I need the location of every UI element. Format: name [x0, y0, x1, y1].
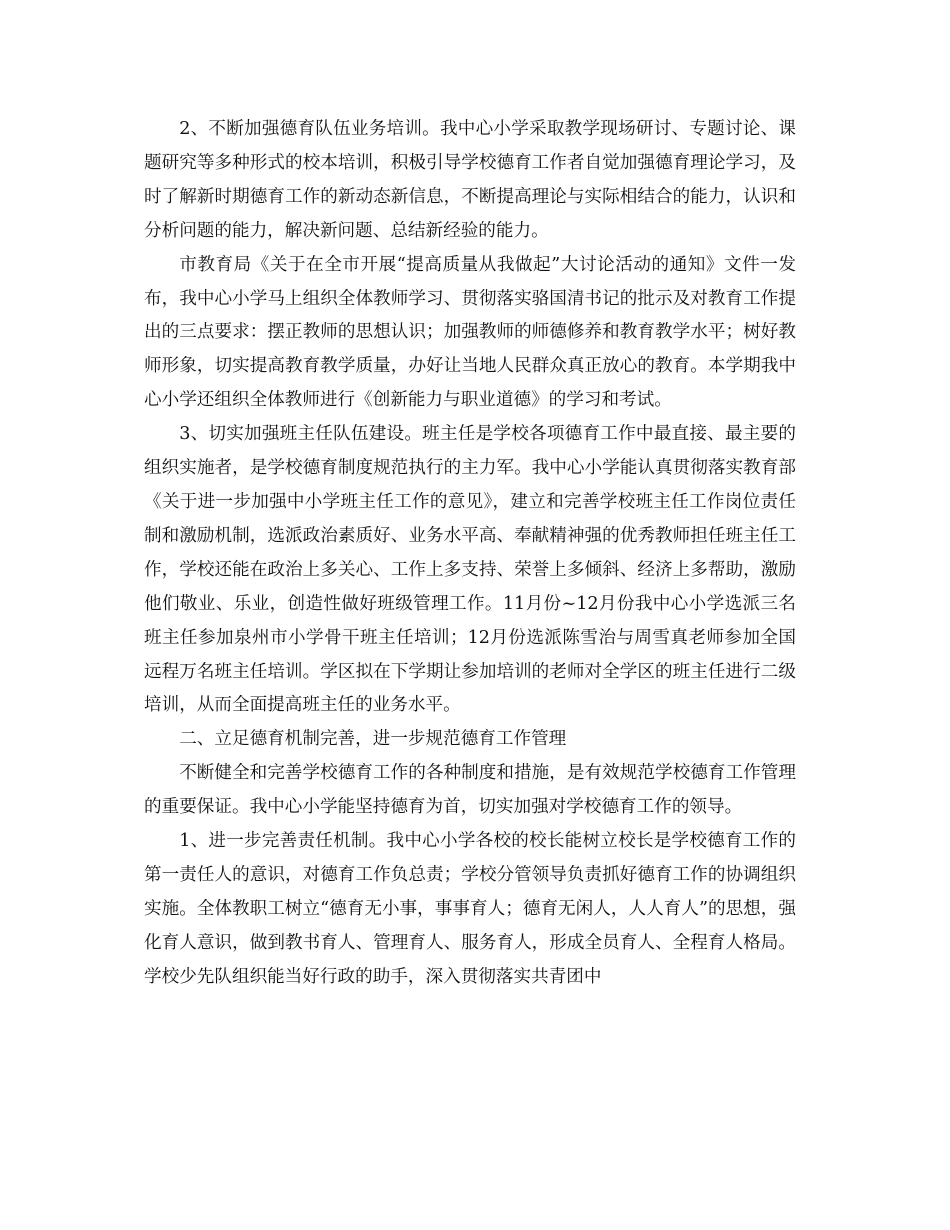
paragraph-education-bureau-notice: 市教育局《关于在全市开展“提高质量从我做起”大讨论活动的通知》文件一发布，我中心小学马上组织全体教师学习、贯彻落实骆国清书记的批示及对教育工作提出的三点要求：摆正教师的思想认识；加强教师的师德修养和教育教学水平；树好教师形象，切实提高教育教学质量，办好让当地人民群众真正放心的教育。本学期我中心小学还组织全体教师进行《创新能力与职业道德》的学习和考试。 [144, 254, 796, 411]
document-page [144, 113, 796, 995]
paragraph-responsibility-mechanism: 1、进一步完善责任机制。我中心小学各校的校长能树立校长是学校德育工作的第一责任人的意识，对德育工作负总责；学校分管领导负责抓好德育工作的协调组织实施。全体教职工树立“德育无小事，事事育人；德育无闲人，人人育人”的思想，强化育人意识，做到教书育人、管理育人、服务育人，形成全员育人、全程育人格局。学校少先队组织能当好行政的助手，深入贯彻落实共青团中 [144, 831, 796, 987]
paragraph-class-teacher-team: 3、切实加强班主任队伍建设。班主任是学校各项德育工作中最直接、最主要的组织实施者，是学校德育制度规范执行的主力军。我中心小学能认真贯彻落实教育部《关于进一步加强中小学班主任工作的意见》，建立和完善学校班主任工作岗位责任制和激励机制，选派政治素质好、业务水平高、奉献精神强的优秀教师担任班主任工作，学校还能在政治上多关心、工作上多支持、荣誉上多倾斜、经济上多帮助，激励他们敬业、乐业，创造性做好班级管理工作。11月份~12月份我中心小学选派三名班主任参加泉州市小学骨干班主任培训；12月份选派陈雪治与周雪真老师参加全国远程万名班主任培训。学区拟在下学期让参加培训的老师对全学区的班主任进行二级培训，从而全面提高班主任的业务水平。 [144, 424, 796, 716]
section-heading-moral-education-mechanism: 二、立足德育机制完善，进一步规范德育工作管理 [179, 729, 567, 750]
paragraph-teacher-training: 2、不断加强德育队伍业务培训。我中心小学采取教学现场研讨、专题讨论、课题研究等多种形式的校本培训，积极引导学校德育工作者自觉加强德育理论学习，及时了解新时期德育工作的新动态新信息，不断提高理论与实际相结合的能力，认识和分析问题的能力，解决新问题、总结新经验的能力。 [144, 119, 796, 241]
paragraph-system-and-measures: 不断健全和完善学校德育工作的各种制度和措施，是有效规范学校德育工作管理的重要保证。我中心小学能坚持德育为首，切实加强对学校德育工作的领导。 [144, 763, 796, 818]
